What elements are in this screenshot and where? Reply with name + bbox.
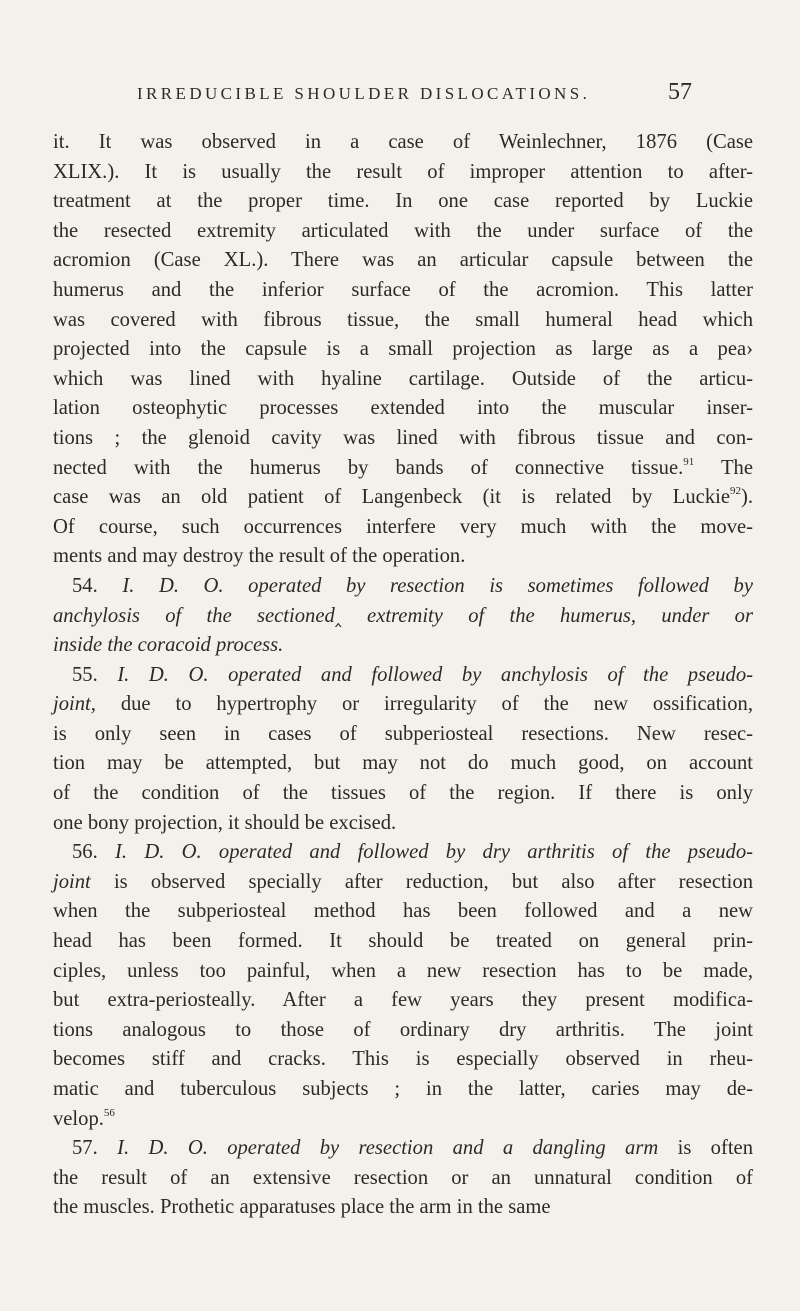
text-line [53,957,753,987]
text-line [53,986,753,1016]
line-text: 54. [72,574,123,597]
text-line [53,720,753,750]
line-text: ments and may destroy the result of the operation. [53,545,466,568]
line-text: is only seen in cases of subperiosteal resections. New resec- [53,722,753,745]
text-line [53,749,753,779]
text-line [53,335,753,365]
line-text: head has been formed. It should be treated on general prin- [53,930,753,953]
text-line [53,1105,753,1135]
text-line [53,246,753,276]
line-text-tail: The [694,456,753,479]
italic-heading: inside the coracoid process. [53,634,284,657]
line-text: matic and tuberculous subjects ; in the latter, caries may de- [53,1078,753,1100]
line-text: XLIX.). It is usually the result of improper attention to after- [53,160,753,183]
line-text: of the condition of the tissues of the region. If there is only [53,782,753,805]
line-text: was covered with fibrous tissue, the small humeral head which [53,308,753,331]
text-line [53,542,753,572]
text-line [53,631,753,661]
line-text-tail: is observed specially after reduction, but also after resection [90,870,753,893]
line-text: humerus and the inferior surface of the acromion. This latter [53,278,753,301]
line-text-tail: ). [740,486,753,509]
line-text: ciples, unless too painful, when a new resection has to be made, [53,959,753,982]
italic-heading: joint [53,870,91,893]
line-text: case was an old patient of Langenbeck (it is related by Luckie [53,486,730,509]
body-text [53,128,753,1223]
line-text-tail: is often [658,1137,753,1160]
text-line [53,1016,753,1046]
text-line [53,483,753,513]
line-text: it. It was observed in a case of Weinlechner, 1876 (Case [53,131,753,153]
text-line [53,187,753,217]
text-line [53,1045,753,1075]
line-text: lation osteophytic processes extended into the muscular inser- [53,397,753,420]
line-text: 56. [72,841,116,864]
text-line [53,838,753,868]
italic-heading: anchylosis of the sectioned‸ extremity of the humerus, under or [53,604,753,627]
footnote-marker: 91 [683,455,695,468]
text-line [53,779,753,809]
line-text: tion may be attempted, but may not do much good, on account [53,752,753,775]
text-line [53,424,753,454]
text-line [53,1193,753,1223]
text-line [53,809,753,839]
line-text: nected with the humerus by bands of connective tissue. [53,456,684,479]
text-line [53,158,753,188]
line-text: tions ; the glenoid cavity was lined with fibrous tissue and con- [53,426,753,449]
text-line [53,661,753,691]
text-line [53,128,753,158]
line-text: the muscles. Prothetic apparatuses place the arm in the same [53,1196,551,1219]
line-text: which was lined with hyaline cartilage. Outside of the articu- [53,367,753,390]
italic-heading: I. D. O. operated by resection and a dangling arm [117,1137,659,1160]
text-line [53,572,753,602]
running-head: IRREDUCIBLE SHOULDER DISLOCATIONS. [137,84,591,103]
line-text: velop. [53,1107,104,1130]
italic-heading: I. D. O. operated and followed by dry arthritis of the pseudo- [115,841,754,864]
line-text-tail: due to hypertrophy or irregularity of the new ossification, [95,693,753,716]
line-text: the resected extremity articulated with the under surface of the [53,219,753,242]
line-text: projected into the capsule is a small projection as large as a pea› [53,338,753,361]
text-line [53,306,753,336]
text-line [53,897,753,927]
line-text: one bony projection, it should be excised. [53,811,397,834]
line-text: becomes stiff and cracks. This is especially observed in rheu- [53,1048,753,1071]
page-number: 57 [668,79,692,105]
text-line [53,394,753,424]
text-line [53,217,753,247]
text-line [53,276,753,306]
line-text: Of course, such occurrences interfere very much with the move- [53,515,753,538]
text-line [53,513,753,543]
line-text: 55. [72,663,118,686]
italic-heading: I. D. O. operated and followed by anchylosis of the pseudo- [117,663,753,686]
line-text: treatment at the proper time. In one case reported by Luckie [53,190,753,213]
line-text: acromion (Case XL.). There was an articular capsule between the [53,249,753,272]
italic-heading: joint, [53,693,96,716]
line-text: tions analogous to those of ordinary dry arthritis. The joint [53,1018,753,1041]
line-text: 57. [72,1137,118,1160]
text-line [53,927,753,957]
text-line [53,602,753,632]
line-text: but extra-periosteally. After a few years they present modifica- [53,989,753,1012]
italic-heading: I. D. O. operated by resection is sometimes followed by [122,574,753,597]
line-text: the result of an extensive resection or an unnatural condition of [53,1166,753,1189]
text-line [53,1075,753,1105]
footnote-marker: 92 [729,485,741,498]
line-text: when the subperiosteal method has been followed and a new [53,900,753,923]
text-line [53,454,753,484]
text-line [53,690,753,720]
text-line [53,1164,753,1194]
text-line [53,365,753,395]
footnote-marker: 56 [103,1106,115,1119]
text-line [53,1134,753,1164]
text-line [53,868,753,898]
